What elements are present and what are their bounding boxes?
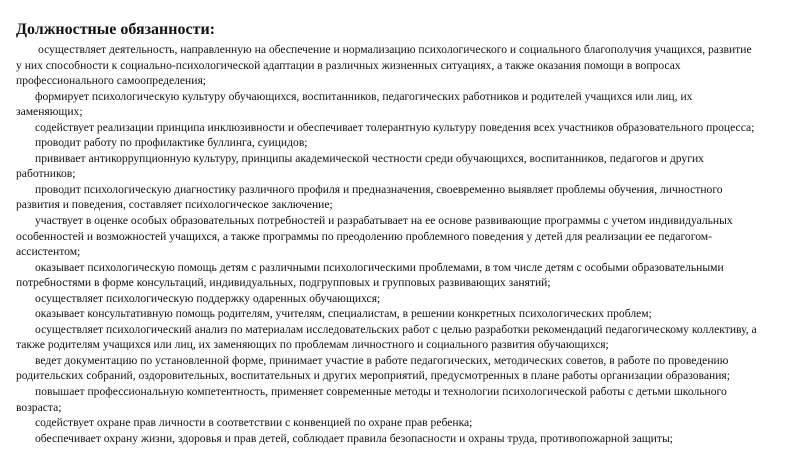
duty-line: содействует охране прав личности в соответствии с конвенцией по охране прав ребенка;	[35, 416, 473, 430]
duty-line: также родителям учащихся или лиц, их заменяющих по проблемам личностного и социального развития обучающихся;	[16, 338, 609, 352]
duty-line: профессионального самоопределения;	[16, 74, 207, 88]
duty-line: обеспечивает охрану жизни, здоровья и прав детей, соблюдает правила безопасности и охраны труда, противопожарной защиты;	[35, 431, 673, 445]
duty-line: ведет документацию по установленной форме, принимает участие в работе педагогических, методических советов, в работе по проведению	[35, 353, 729, 367]
duties-list	[16, 42, 786, 446]
duty-line: у них способности к социально-психологической адаптации в различных жизненных ситуациях, а также оказания помощи в вопросах	[16, 58, 681, 72]
duty-line: осуществляет психологический анализ по материалам исследовательских работ с целью разработки рекомендаций педагогическому коллективу, а	[35, 322, 757, 336]
section-heading: Должностные обязанности:	[16, 21, 215, 38]
duty-line: потребностями в форме консультаций, индивидуальных, подгрупповых и групповых развивающих занятий;	[16, 276, 551, 290]
duty-line: осуществляет деятельность, направленную на обеспечение и нормализацию психологического и социального благополучия учащихся, развитие	[38, 43, 752, 56]
duty-line: развития и поведения, составляет психологическое заключение;	[16, 198, 333, 212]
duty-line: проводит работу по профилактике буллинга, суицидов;	[35, 136, 308, 150]
duty-line: ассистентом;	[16, 245, 81, 259]
duty-line: прививает антикоррупционную культуру, принципы академической честности среди обучающихся, воспитанников, педагогов и других	[35, 151, 704, 165]
duty-line: участвует в оценке особых образовательных потребностей и разрабатывает на ее основе развивающие программы с учетом индивидуальных	[35, 214, 733, 228]
duty-line: проводит психологическую диагностику различного профиля и предназначения, своевременно выявляет проблемы обучения, личностного	[35, 182, 723, 196]
duty-line: осуществляет психологическую поддержку одаренных обучающихся;	[35, 291, 381, 305]
duty-line: содействует реализации принципа инклюзивности и обеспечивает толерантную культуру поведения всех участников образовательного процесса;	[35, 120, 755, 134]
duty-line: формирует психологическую культуру обучающихся, воспитанников, педагогических работников и родителей учащихся или лиц, их	[35, 89, 693, 103]
duty-line: заменяющих;	[16, 105, 83, 119]
duty-line: работников;	[16, 167, 76, 181]
duty-line: повышает профессиональную компетентность, применяет современные методы и технологии психологической работы с детьми школьного	[35, 385, 727, 399]
duty-line: оказывает консультативную помощь родителям, учителям, специалистам, в решении конкретных психологических проблем;	[35, 307, 652, 321]
duty-line: родительских собраний, оздоровительных, воспитательных и других мероприятий, предусмотренных в плане работы организации образования;	[16, 369, 730, 383]
duty-line: возраста;	[16, 400, 62, 414]
duty-line: особенностей и возможностей учащихся, а также программы по преодолению проблемного поведения у детей для реализации ее педагогом-	[16, 229, 712, 243]
duty-line: оказывает психологическую помощь детям с различными психологическими проблемами, в том числе детям с особыми образовательными	[35, 260, 724, 274]
